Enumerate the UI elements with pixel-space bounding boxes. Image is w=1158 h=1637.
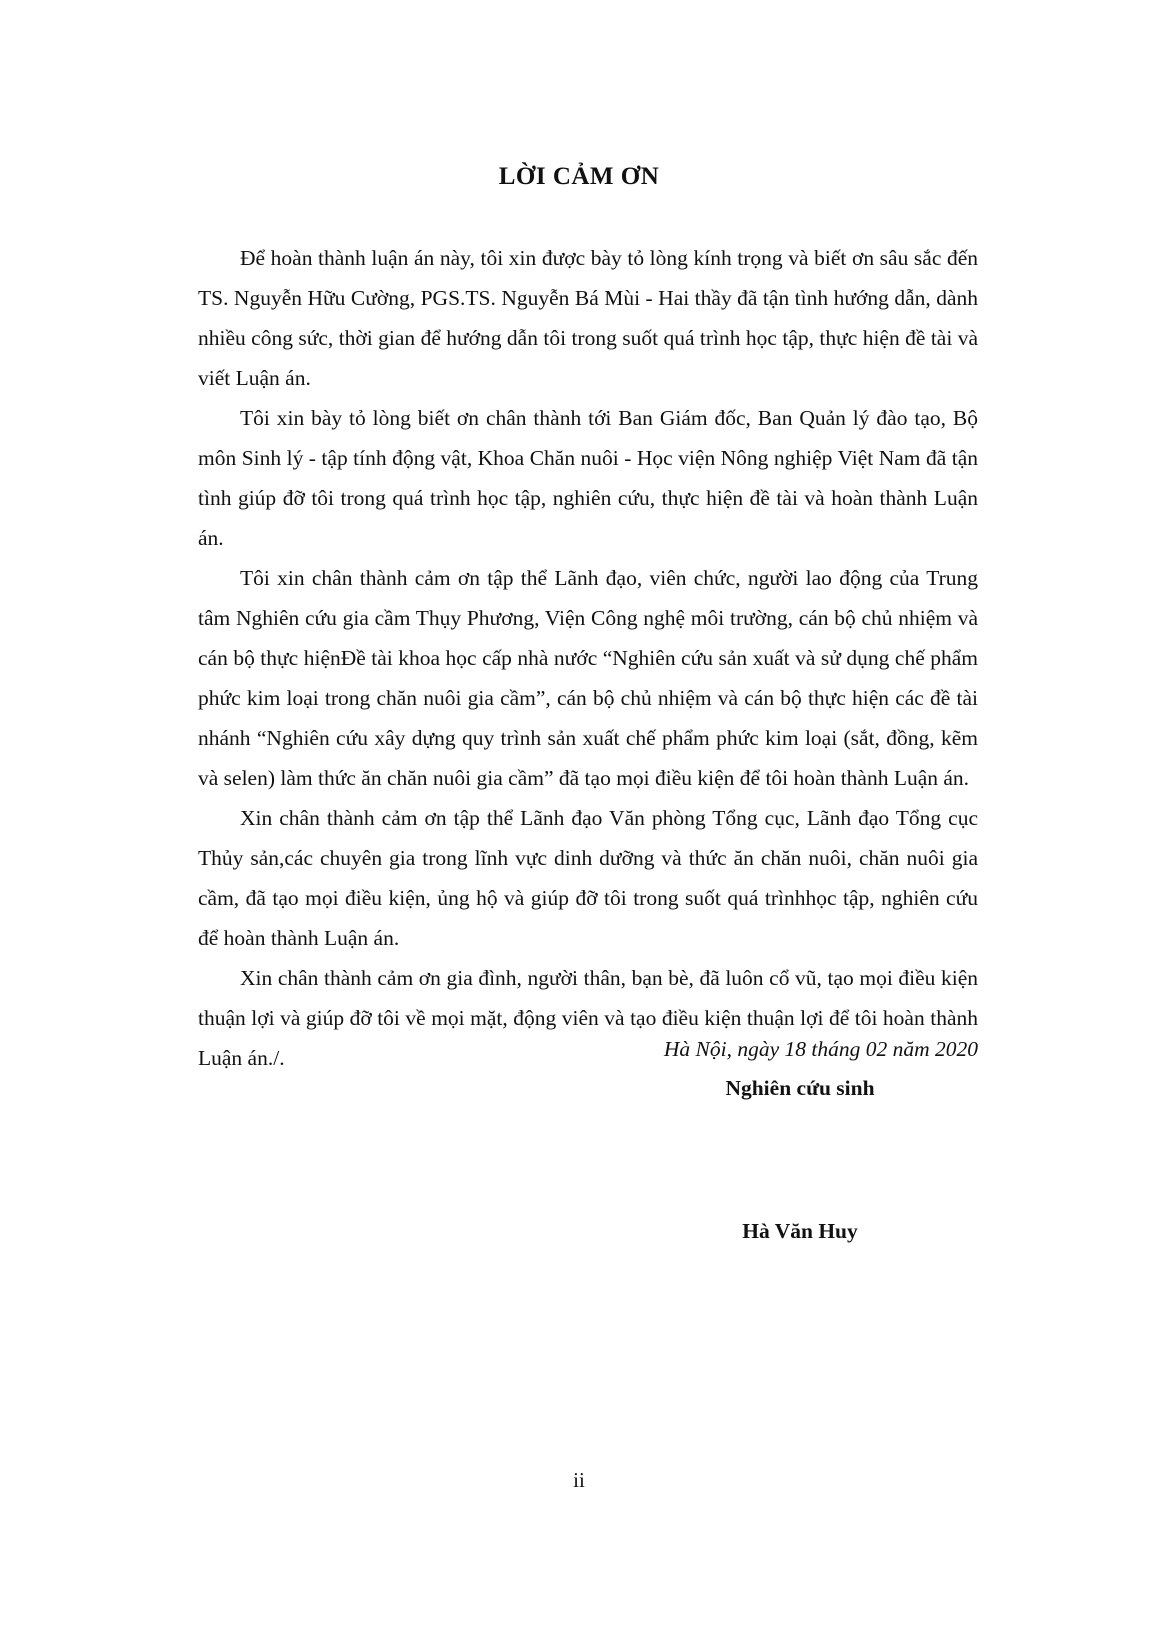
date-place-line: Hà Nội, ngày 18 tháng 02 năm 2020 bbox=[663, 1037, 978, 1061]
page-number: ii bbox=[573, 1468, 585, 1492]
signer-role: Nghiên cứu sinh bbox=[725, 1076, 875, 1100]
signer-name: Hà Văn Huy bbox=[742, 1219, 858, 1243]
paragraph: Tôi xin bày tỏ lòng biết ơn chân thành tới Ban Giám đốc, Ban Quản lý đào tạo, Bộ môn Sinh lý - tập tính động vật, Khoa Chăn nuôi - Học viện Nông nghiệp Việt Nam đã tận tình giúp đỡ tôi trong quá trình học tập, nghiên cứu, thực hiện đề tài và hoàn thành Luận án. bbox=[198, 406, 978, 550]
paragraph: Xin chân thành cảm ơn gia đình, người thân, bạn bè, đã luôn cổ vũ, tạo mọi điều kiện thuận lợi và giúp đỡ tôi về mọi mặt, động viên và tạo điều kiện thuận lợi để tôi hoàn thành Luận án./. bbox=[198, 966, 978, 1070]
paragraph: Để hoàn thành luận án này, tôi xin được bày tỏ lòng kính trọng và biết ơn sâu sắc đến TS. Nguyễn Hữu Cường, PGS.TS. Nguyễn Bá Mùi - Hai thầy đã tận tình hướng dẫn, dành nhiều công sức, thời gian để hướng dẫn tôi trong suốt quá trình học tập, thực hiện đề tài và viết Luận án. bbox=[198, 246, 978, 390]
paragraph: Tôi xin chân thành cảm ơn tập thể Lãnh đạo, viên chức, người lao động của Trung tâm Nghiên cứu gia cầm Thụy Phương, Viện Công nghệ môi trường, cán bộ chủ nhiệm và cán bộ thực hiệnĐề tài khoa học cấp nhà nước “Nghiên cứu sản xuất và sử dụng chế phẩm phức kim loại trong chăn nuôi gia cầm”, cán bộ chủ nhiệm và cán bộ thực hiện các đề tài nhánh “Nghiên cứu xây dựng quy trình sản xuất chế phẩm phức kim loại (sắt, đồng, kẽm và selen) làm thức ăn chăn nuôi gia cầm” đã tạo mọi điều kiện để tôi hoàn thành Luận án. bbox=[198, 566, 978, 790]
acknowledgement-body bbox=[198, 238, 978, 1078]
paragraph: Xin chân thành cảm ơn tập thể Lãnh đạo Văn phòng Tổng cục, Lãnh đạo Tổng cục Thủy sản,các chuyên gia trong lĩnh vực dinh dưỡng và thức ăn chăn nuôi, chăn nuôi gia cầm, đã tạo mọi điều kiện, ủng hộ và giúp đỡ tôi trong suốt quá trìnhhọc tập, nghiên cứu để hoàn thành Luận án. bbox=[198, 806, 978, 950]
page-title: LỜI CẢM ƠN bbox=[498, 163, 660, 190]
